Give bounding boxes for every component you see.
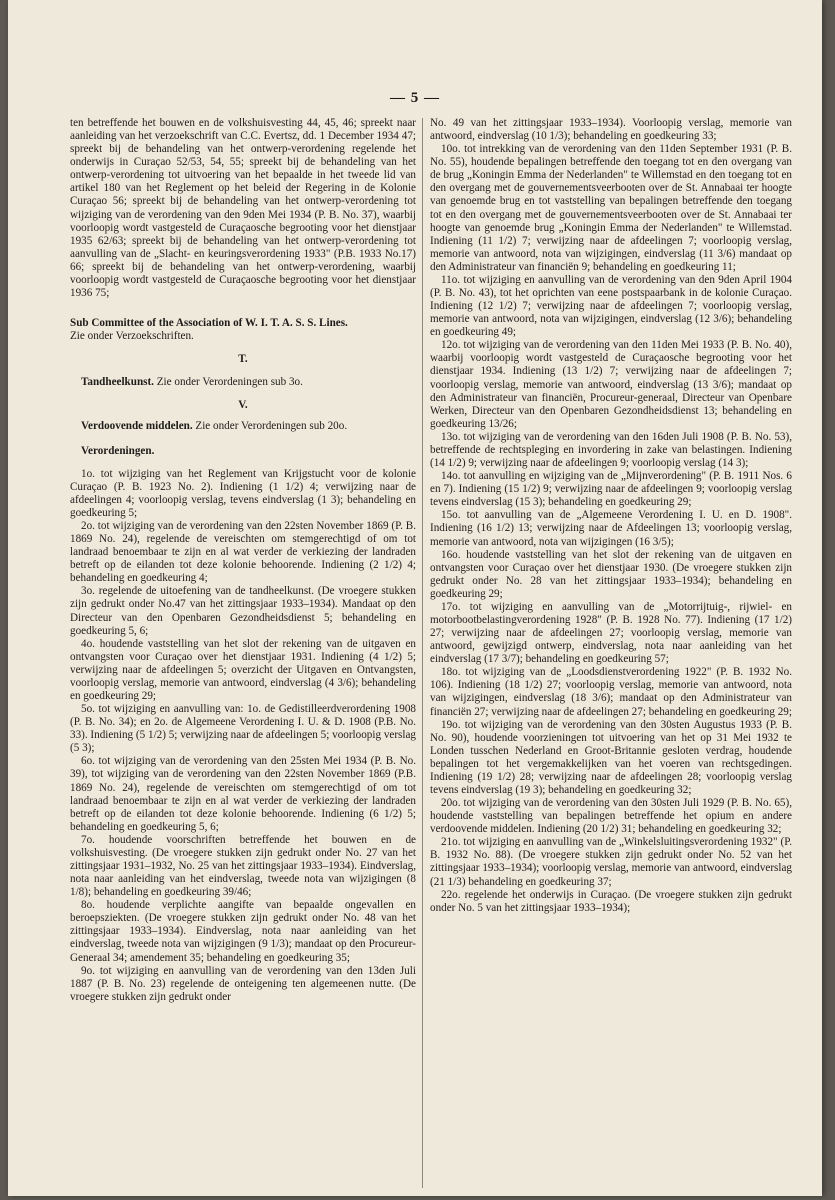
document-page <box>8 0 822 1196</box>
entry-11: 11o. tot wijziging en aanvulling van de verordening van den 9den April 1904 (P. B. No. 43), tot het oprichten van eene postspaarbank in de kolonie Curaçao. Indiening (12 1/2) 7; verwijzing naar de afdeelingen 7; voorloopig verslag, memorie van antwoord, nota van wijzigingen, eindverslag (12 3/6); behandeling en goedkeuring 49; <box>430 273 792 339</box>
entry-18: 18o. tot wijziging van de „Loodsdienstverordening 1922" (P. B. 1932 No. 106). Indiening (18 1/2) 27; voorloopig verslag, memorie van antwoord, nota van wijzigingen, eindverslag (18 3/6); mandaat op den Administrateur van financiën 27; verwijzing naar de afdeelingen 27; behandeling en goedkeuring 29; <box>430 666 792 718</box>
column-divider <box>422 118 423 1188</box>
entry-17: 17o. tot wijziging en aanvulling van de „Motorrijtuig-, rijwiel- en motorbootbelastingverordening 1928" (P. B. 1928 No. 77). Indiening (17 1/2) 27; verwijzing naar de afdeelingen 27; voorloopig verslag, memorie van antwoord, gewijzigd ontwerp, eindverslag, nota naar aanleiding van het eindverslag (17 3/7); behandeling en goedkeuring 57; <box>430 600 792 666</box>
entry-1: 1o. tot wijziging van het Reglement van Krijgstucht voor de kolonie Curaçao (P. B. 1923 No. 2). Indiening (1 1/2) 4; verwijzing naar de afdeelingen 4; voorloopig verslag, tevens eindverslag (1 3); behandeling en goedkeuring 5; <box>70 467 416 519</box>
sub-committee-text: Zie onder Verzoekschriften. <box>70 330 194 343</box>
intro-paragraph: ten betreffende het bouwen en de volkshuisvesting 44, 45, 46; spreekt naar aanleiding van het verzoekschrift van C.C. Evertsz, dd. 1 December 1934 47; spreekt bij de behandeling van het ontwerp-verordening regelende het onderwijs in Curaçao 52/53, 54, 55; spreekt bij de behandeling van het ontwerp-verordening tot uitvoering van het bepaalde in het tweede lid van artikel 180 van het Reglement op het beleid der Regering in de Kolonie Curaçao 56; spreekt bij de behandeling van het ontwerp-verordening tot wijziging van de verordening van den 9den Mei 1934 (P. B. No. 37), waarbij voorloopig wordt vastgesteld de Curaçaosche begrooting voor het dienstjaar 1935 62/63; spreekt bij de behandeling van het ontwerp-verordening tot aanvulling van de „Slacht- en keuringsverordening 1933" (P.B. 1933 No.17) 66; spreekt bij de behandeling van het ontwerp-verordening, waarbij voorloopig wordt vastgesteld de Curaçaosche begrooting voor het dienstjaar 1936 75; <box>70 117 416 300</box>
entry-14: 14o. tot aanvulling en wijziging van de „Mijnverordening" (P. B. 1911 Nos. 6 en 7). Indiening (15 1/2) 9; verwijzing naar de afdeelingen 9; voorloopig verslag tevens eindverslag (15 3); behandeling en goedkeuring 29; <box>430 470 792 509</box>
sub-committee-heading: Sub Committee of the Association of W. I. T. A. S. S. Lines. <box>70 317 348 330</box>
entry-2: 2o. tot wijziging van de verordening van den 22sten November 1869 (P. B. 1869 No. 24), regelende de vereischten om stemgerechtigd of om tot landraad benoembaar te zijn en al wat verder de verkiezing der landraden betreft op de eilanden tot deze kolonie behoorende. Indiening (2 1/2) 4; behandeling en goedkeuring 4; <box>70 519 416 585</box>
verdoovende-text: Zie onder Verordeningen sub 20o. <box>192 420 348 433</box>
entry-8: 8o. houdende verplichte aangifte van bepaalde ongevallen en beroepsziekten. (De vroegere stukken zijn gedrukt onder No. 48 van het zittingsjaar 1933–1934). Eindverslag, nota naar aanleiding van het eindverslag, tweede nota van wijzigingen (9 1/3); mandaat op den Procureur-Generaal 34; amendement 35; behandeling en goedkeuring 35; <box>70 899 416 964</box>
entry-5: 5o. tot wijziging en aanvulling van: 1o. de Gedistilleerdverordening 1908 (P. B. No. 34); en 2o. de Algemeene Verordening I. U. & D. 1908 (P.B. No. 33). Indiening (5 1/2) 5; verwijzing naar de afdeelingen 5; voorloopig verslag (5 3); <box>70 703 416 755</box>
entry-22: 22o. regelende het onderwijs in Curaçao. (De vroegere stukken zijn gedrukt onder No. 5 van het zittingsjaar 1933–1934); <box>430 888 792 914</box>
entry-13: 13o. tot wijziging van de verordening van den 16den Juli 1908 (P. B. No. 53), betreffende de rechtspleging en invordering in zake van belastingen. Indiening (14 1/2) 9; verwijzing naar de afdeelingen 9; voorloopig verslag (14 3); <box>430 430 792 470</box>
entry-7: 7o. houdende voorschriften betreffende het bouwen en de volkshuisvesting. (De vroegere stukken zijn gedrukt onder No. 27 van het zittingsjaar 1931–1932, No. 25 van het zittingsjaar 1933–1934). Eindverslag, nota naar aanleiding van het eindverslag, tweede nota van wijzigingen (8 1/8); behandeling en goedkeuring 39/46; <box>70 833 416 899</box>
verordeningen-heading: Verordeningen. <box>81 444 155 457</box>
entry-19: 19o. tot wijziging van de verordening van den 30sten Augustus 1933 (P. B. No. 90), houdende voorzieningen tot uitvoering van het op 31 Mei 1932 te Londen tusschen Nederland en Groot-Britannie gesloten verdrag, houdende bepalingen tot het vergemakkelijken van het voeren van rechtsgedingen. Indiening (19 1/2) 28; verwijzing naar de afdeelingen 28; voorloopig verslag tevens eindverslag (19 3); behandeling en goedkeuring 32; <box>430 718 792 796</box>
entry-15: 15o. tot aanvulling van de „Algemeene Verordening I. U. en D. 1908". Indiening (16 1/2) 13; verwijzing naar de Afdeelingen 13; voorloopig verslag, memorie van antwoord, nota van wijzigingen (16 3/5); <box>430 509 792 548</box>
verdoovende-entry <box>70 420 416 433</box>
entry-10: 10o. tot intrekking van de verordening van den 11den September 1931 (P. B. No. 55), houdende bepalingen betreffende den toegang tot en den overgang van de brug „Koningin Emma der Nederlanden" te Willemstad en den toegang tot en den overgang met de gouvernementsveerbooten over de St. Annabaai ter hoogte van genoemde brug en tot vaststelling van bepalingen betreffende den toegang tot en den overgang met de gouvernementsveerbooten over de St. Annabaai ter hoogte van genoemde brug „Koningin Emma der Nederlanden" te Willemstad. Indiening (11 1/2) 7; verwijzing naar de afdeelingen 7; voorloopig verslag, memorie van antwoord, nota van wijzigingen, eindverslag (11 3/6) mandaat op den Administrateur van financiën 9; behandeling en goedkeuring 11; <box>430 143 792 273</box>
right-column <box>430 117 792 915</box>
section-letter-v: V. <box>238 399 248 412</box>
left-column <box>70 117 416 1004</box>
section-letter-t: T. <box>238 353 248 366</box>
entry-6: 6o. tot wijziging van de verordening van den 25sten Mei 1934 (P. B. No. 39), tot wijziging van de verordening van den 22sten November 1869 (P.B. 1869 No. 24), regelende de vereischten om stemgerechtigd of om tot landraad benoembaar te zijn en al wat verder de verkiezing der landraden betreft op de eilanden tot deze kolonie behoorende. Indiening (6 1/2) 5; behandeling en goedkeuring 5, 6; <box>70 755 416 833</box>
tandheelkunst-heading: Tandheelkunst. <box>81 376 154 389</box>
entry-21: 21o. tot wijziging en aanvulling van de „Winkelsluitingsverordening 1932" (P. B. 1932 No. 88). (De vroegere stukken zijn gedrukt onder No. 52 van het zittingsjaar 1933–1934); voorloopig verslag, memorie van antwoord, eindverslag (21 1/3) behandeling en goedkeuring 37; <box>430 836 792 888</box>
entry-16: 16o. houdende vaststelling van het slot der rekening van de uitgaven en ontvangsten voor Curaçao over het dienstjaar 1930. (De vroegere stukken zijn gedrukt onder No. 28 van het zittingsjaar 1933–1934); behandeling en goedkeuring 29; <box>430 548 792 600</box>
entry-4: 4o. houdende vaststelling van het slot der rekening van de uitgaven en ontvangsten voor Curaçao over het dienstjaar 1931. Indiening (4 1/2) 5; verwijzing naar de afdeelingen 5; overzicht der Uitgaven en Ontvangsten, voorloopig verslag, memorie van antwoord, eindverslag (4 3/6); behandeling en goedkeuring 29; <box>70 637 416 702</box>
tandheelkunst-text: Zie onder Verordeningen sub 3o. <box>153 376 303 389</box>
entry-9: 9o. tot wijziging en aanvulling van de verordening van den 13den Juli 1887 (P. B. No. 23) regelende de onteigening ten algemeenen nutte. (De vroegere stukken zijn gedrukt onder <box>70 964 416 1003</box>
entry-9-continued: No. 49 van het zittingsjaar 1933–1934). Voorloopig verslag, memorie van antwoord, eindverslag (10 1/3); behandeling en goedkeuring 33; <box>430 117 792 143</box>
entry-3: 3o. regelende de uitoefening van de tandheelkunst. (De vroegere stukken zijn gedrukt onder No.47 van het zittingsjaar 1933–1934). Mandaat op den Directeur van den Openbaren Gezondheidsdienst 5; behandeling en goedkeuring 5, 6; <box>70 585 416 637</box>
page-number: — 5 — <box>390 90 440 106</box>
entry-20: 20o. tot wijziging van de verordening van den 30sten Juli 1929 (P. B. No. 65), houdende vaststelling van bepalingen betreffende het opium en andere verdoovende middelen. Indiening (20 1/2) 31; behandeling en goedkeuring 32; <box>430 797 792 836</box>
entry-12: 12o. tot wijziging van de verordening van den 11den Mei 1933 (P. B. No. 40), waarbij voorloopig wordt vastgesteld de Curaçaosche begrooting voor het dienstjaar 1934. Indiening (13 1/2) 7; verwijzing naar de afdeelingen 7; voorloopig verslag, memorie van antwoord, eindverslag (13 3/6); mandaat op den Administrateur van financiën, Procureur-generaal, Directeur van Openbare Werken, Directeur van den Openbaren Gezondheidsdienst 13; behandeling en goedkeuring 13/26; <box>430 339 792 430</box>
verdoovende-heading: Verdoovende middelen. <box>81 420 193 433</box>
tandheelkunst-entry <box>70 376 416 389</box>
